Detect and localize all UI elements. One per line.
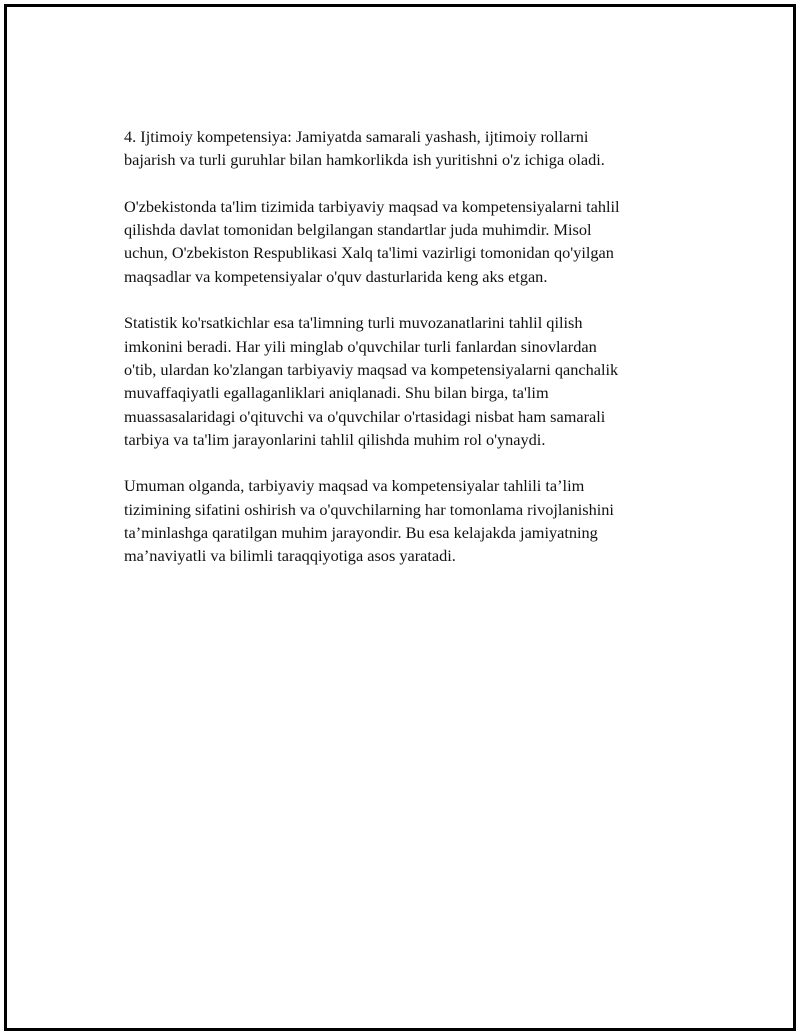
text-line: o'tib, ulardan ko'zlangan tarbiyaviy maqsad va kompetensiyalarni qanchalik bbox=[124, 359, 619, 379]
text-line: Umuman olganda, tarbiyaviy maqsad va kompetensiyalar tahlili ta’lim bbox=[124, 476, 585, 496]
text-line: tarbiya va ta'lim jarayonlarini tahlil qilishda muhim rol o'ynaydi. bbox=[124, 429, 546, 449]
text-line: 4. Ijtimoiy kompetensiya: Jamiyatda samarali yashash, ijtimoiy rollarni bbox=[124, 127, 589, 146]
text-line: bajarish va turli guruhlar bilan hamkorlikda ish yuritishni o'z ichiga oladi. bbox=[124, 150, 605, 170]
paragraph-conclusion bbox=[124, 474, 699, 567]
paragraph-social-competence bbox=[124, 125, 699, 172]
page bbox=[4, 4, 796, 1031]
document-body bbox=[124, 125, 699, 591]
text-line: O'zbekistonda ta'lim tizimida tarbiyaviy maqsad va kompetensiyalarni tahlil bbox=[124, 196, 620, 216]
text-line: uchun, O'zbekiston Respublikasi Xalq ta'limi vazirligi tomonidan qo'yilgan bbox=[124, 243, 614, 263]
text-line: muassasalaridagi o'qituvchi va o'quvchilar o'rtasidagi nisbat ham samarali bbox=[124, 406, 606, 426]
text-line: ta’minlashga qaratilgan muhim jarayondir. Bu esa kelajakda jamiyatning bbox=[124, 523, 598, 543]
text-line: qilishda davlat tomonidan belgilangan standartlar juda muhimdir. Misol bbox=[124, 220, 592, 240]
text-line: tizimining sifatini oshirish va o'quvchilarning har tomonlama rivojlanishini bbox=[124, 499, 614, 519]
text-line: muvaffaqiyatli egallaganliklari aniqlanadi. Shu bilan birga, ta'lim bbox=[124, 383, 549, 403]
text-line: Statistik ko'rsatkichlar esa ta'limning turli muvozanatlarini tahlil qilish bbox=[124, 313, 583, 333]
text-line: ma’naviyatli va bilimli taraqqiyotiga asos yaratadi. bbox=[124, 546, 456, 566]
paragraph-statistics bbox=[124, 311, 699, 451]
paragraph-state-standards bbox=[124, 195, 699, 288]
text-line: imkonini beradi. Har yili minglab o'quvchilar turli fanlardan sinovlardan bbox=[124, 336, 597, 356]
text-line: maqsadlar va kompetensiyalar o'quv dasturlarida keng aks etgan. bbox=[124, 266, 548, 286]
